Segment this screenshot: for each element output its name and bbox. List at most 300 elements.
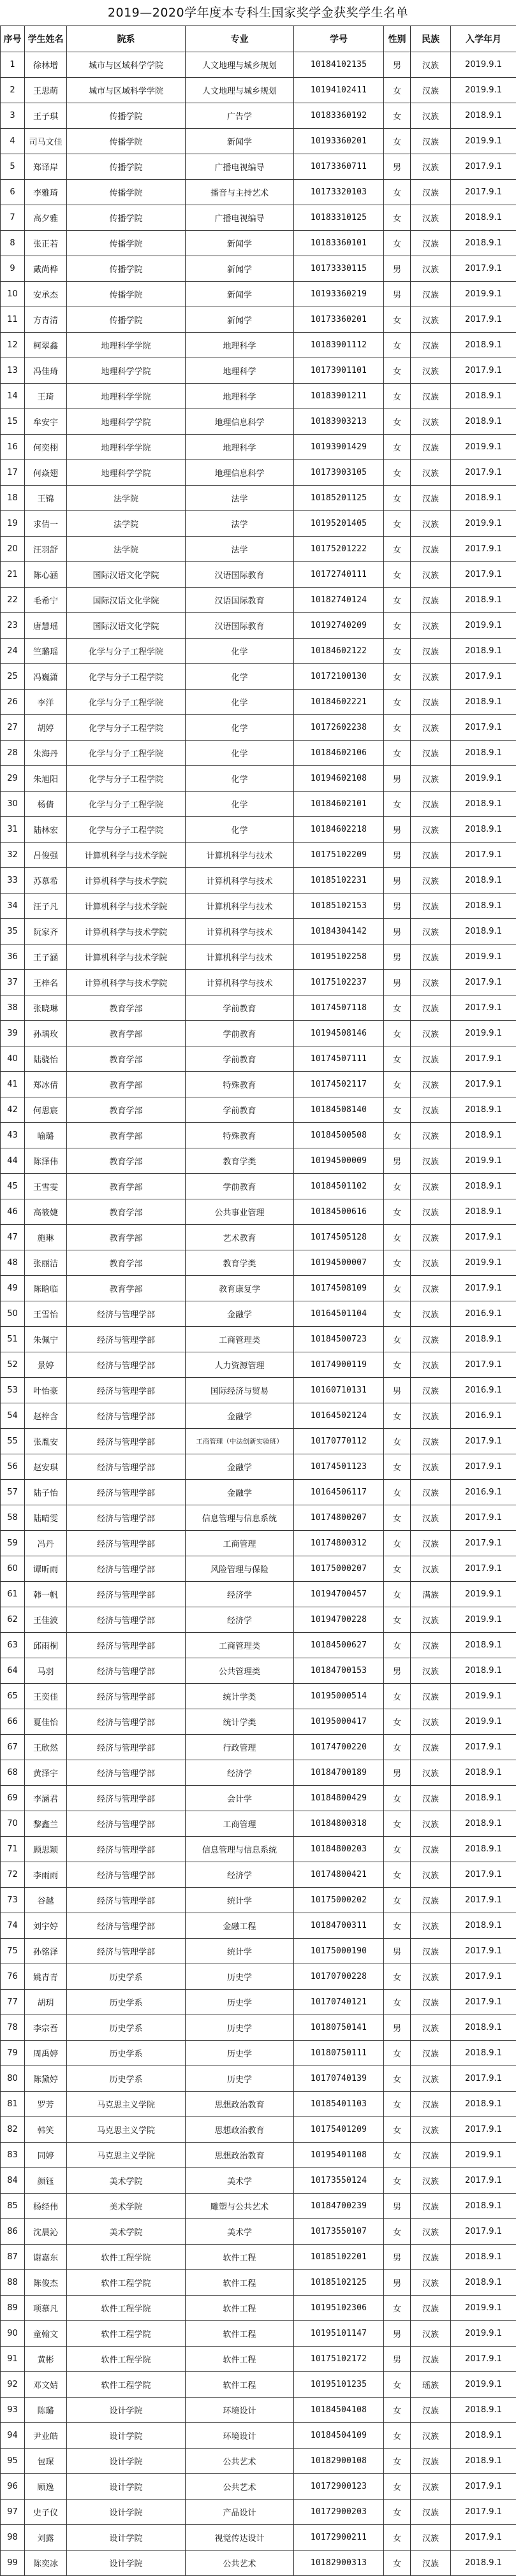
cell-major: 播音与主持艺术 xyxy=(186,180,294,205)
cell-gender: 男 xyxy=(384,2321,411,2347)
cell-enrollment: 2019.9.1 xyxy=(451,78,516,103)
cell-index: 8 xyxy=(1,231,25,256)
cell-department: 化学与分子工程学院 xyxy=(67,664,186,690)
cell-name: 冯巍潇 xyxy=(25,664,67,690)
cell-index: 51 xyxy=(1,1327,25,1352)
cell-index: 72 xyxy=(1,1862,25,1888)
cell-name: 黄泽宇 xyxy=(25,1760,67,1786)
cell-student-id: 10175000207 xyxy=(294,1556,384,1582)
cell-student-id: 10164502124 xyxy=(294,1403,384,1429)
cell-index: 37 xyxy=(1,970,25,995)
cell-enrollment: 2017.9.1 xyxy=(451,2117,516,2143)
table-row xyxy=(1,435,516,460)
cell-index: 29 xyxy=(1,766,25,792)
table-row xyxy=(1,817,516,843)
cell-ethnicity: 汉族 xyxy=(411,664,451,690)
cell-gender: 女 xyxy=(384,1199,411,1225)
cell-student-id: 10170700228 xyxy=(294,1964,384,1990)
cell-name: 邓文婧 xyxy=(25,2372,67,2398)
cell-index: 10 xyxy=(1,282,25,307)
cell-index: 69 xyxy=(1,1786,25,1811)
cell-major: 工商管理（中法创新实验班） xyxy=(186,1429,294,1454)
cell-name: 唐慧瑶 xyxy=(25,613,67,639)
cell-index: 97 xyxy=(1,2500,25,2525)
cell-name: 陆子怡 xyxy=(25,1480,67,1505)
cell-student-id: 10193901429 xyxy=(294,435,384,460)
cell-index: 73 xyxy=(1,1888,25,1913)
cell-name: 姚青青 xyxy=(25,1964,67,1990)
cell-enrollment: 2018.9.1 xyxy=(451,333,516,358)
cell-major: 公共事业管理 xyxy=(186,1199,294,1225)
cell-name: 戴尚桦 xyxy=(25,256,67,282)
cell-student-id: 10194500007 xyxy=(294,1250,384,1276)
cell-name: 王佳波 xyxy=(25,1607,67,1633)
cell-department: 经济与管理学部 xyxy=(67,1888,186,1913)
cell-gender: 男 xyxy=(384,1658,411,1684)
cell-student-id: 10183360192 xyxy=(294,103,384,129)
cell-enrollment: 2016.9.1 xyxy=(451,1301,516,1327)
cell-enrollment: 2018.9.1 xyxy=(451,1786,516,1811)
cell-ethnicity: 汉族 xyxy=(411,205,451,231)
cell-major: 公共艺术 xyxy=(186,2551,294,2576)
table-row xyxy=(1,1862,516,1888)
cell-index: 62 xyxy=(1,1607,25,1633)
cell-department: 教育学部 xyxy=(67,1021,186,1046)
cell-major: 计算机科学与技术 xyxy=(186,894,294,919)
cell-enrollment: 2019.9.1 xyxy=(451,511,516,537)
table-row xyxy=(1,154,516,180)
cell-name: 吕俊强 xyxy=(25,843,67,868)
cell-name: 同婷 xyxy=(25,2143,67,2168)
cell-ethnicity: 汉族 xyxy=(411,639,451,664)
cell-index: 3 xyxy=(1,103,25,129)
cell-department: 化学与分子工程学院 xyxy=(67,792,186,817)
cell-gender: 女 xyxy=(384,715,411,741)
cell-ethnicity: 汉族 xyxy=(411,1097,451,1123)
cell-department: 历史学系 xyxy=(67,2015,186,2041)
table-row xyxy=(1,2500,516,2525)
cell-ethnicity: 汉族 xyxy=(411,129,451,154)
cell-student-id: 10173360711 xyxy=(294,154,384,180)
cell-gender: 女 xyxy=(384,2168,411,2194)
cell-major: 地理科学 xyxy=(186,384,294,409)
cell-enrollment: 2017.9.1 xyxy=(451,1225,516,1250)
cell-student-id: 10194700457 xyxy=(294,1582,384,1607)
cell-student-id: 10184602106 xyxy=(294,741,384,766)
cell-gender: 女 xyxy=(384,1505,411,1531)
cell-name: 杨倩 xyxy=(25,792,67,817)
cell-ethnicity: 汉族 xyxy=(411,2296,451,2321)
cell-name: 李洋 xyxy=(25,690,67,715)
cell-gender: 女 xyxy=(384,2551,411,2576)
table-row xyxy=(1,1480,516,1505)
cell-department: 传播学院 xyxy=(67,180,186,205)
cell-gender: 女 xyxy=(384,1811,411,1837)
cell-department: 经济与管理学部 xyxy=(67,1837,186,1862)
cell-ethnicity: 汉族 xyxy=(411,2474,451,2500)
cell-index: 70 xyxy=(1,1811,25,1837)
cell-gender: 女 xyxy=(384,1429,411,1454)
cell-department: 美术学院 xyxy=(67,2168,186,2194)
cell-major: 软件工程 xyxy=(186,2372,294,2398)
cell-ethnicity: 汉族 xyxy=(411,2449,451,2474)
cell-student-id: 10174508109 xyxy=(294,1276,384,1301)
cell-student-id: 10194102411 xyxy=(294,78,384,103)
cell-gender: 女 xyxy=(384,562,411,588)
table-row xyxy=(1,1811,516,1837)
cell-major: 工商管理类 xyxy=(186,1633,294,1658)
cell-gender: 男 xyxy=(384,2347,411,2372)
cell-index: 88 xyxy=(1,2270,25,2296)
cell-enrollment: 2018.9.1 xyxy=(451,894,516,919)
cell-major: 行政管理 xyxy=(186,1735,294,1760)
cell-name: 谷越 xyxy=(25,1888,67,1913)
table-row xyxy=(1,1837,516,1862)
cell-index: 39 xyxy=(1,1021,25,1046)
cell-student-id: 10195102258 xyxy=(294,944,384,970)
cell-major: 教育学类 xyxy=(186,1148,294,1174)
cell-department: 经济与管理学部 xyxy=(67,1301,186,1327)
cell-name: 沈晨沁 xyxy=(25,2219,67,2245)
cell-ethnicity: 汉族 xyxy=(411,1505,451,1531)
cell-ethnicity: 汉族 xyxy=(411,1786,451,1811)
cell-enrollment: 2019.9.1 xyxy=(451,766,516,792)
table-row xyxy=(1,995,516,1021)
cell-enrollment: 2017.9.1 xyxy=(451,843,516,868)
cell-department: 教育学部 xyxy=(67,1148,186,1174)
cell-index: 96 xyxy=(1,2474,25,2500)
table-header-row xyxy=(1,26,516,52)
table-row xyxy=(1,2474,516,2500)
cell-index: 90 xyxy=(1,2321,25,2347)
cell-enrollment: 2017.9.1 xyxy=(451,562,516,588)
cell-index: 83 xyxy=(1,2143,25,2168)
cell-index: 30 xyxy=(1,792,25,817)
cell-student-id: 10172100130 xyxy=(294,664,384,690)
table-row xyxy=(1,333,516,358)
cell-ethnicity: 汉族 xyxy=(411,792,451,817)
cell-name: 何奕栩 xyxy=(25,435,67,460)
cell-department: 地理科学学院 xyxy=(67,460,186,486)
cell-gender: 女 xyxy=(384,792,411,817)
table-row xyxy=(1,792,516,817)
cell-student-id: 10192740209 xyxy=(294,613,384,639)
cell-ethnicity: 汉族 xyxy=(411,52,451,78)
table-row xyxy=(1,588,516,613)
cell-name: 郑冰倩 xyxy=(25,1072,67,1097)
cell-department: 经济与管理学部 xyxy=(67,1454,186,1480)
cell-gender: 男 xyxy=(384,944,411,970)
table-row xyxy=(1,1964,516,1990)
cell-name: 尹业皓 xyxy=(25,2423,67,2449)
cell-gender: 女 xyxy=(384,2143,411,2168)
cell-ethnicity: 汉族 xyxy=(411,333,451,358)
cell-student-id: 10174800312 xyxy=(294,1531,384,1556)
cell-name: 颜钰 xyxy=(25,2168,67,2194)
cell-enrollment: 2017.9.1 xyxy=(451,1531,516,1556)
cell-department: 经济与管理学部 xyxy=(67,1633,186,1658)
col-header-gender: 性别 xyxy=(384,26,411,52)
table-row xyxy=(1,1658,516,1684)
cell-student-id: 10184304142 xyxy=(294,919,384,944)
cell-name: 毛希宁 xyxy=(25,588,67,613)
cell-index: 21 xyxy=(1,562,25,588)
cell-student-id: 10182740124 xyxy=(294,588,384,613)
table-row xyxy=(1,1250,516,1276)
cell-enrollment: 2018.9.1 xyxy=(451,2398,516,2423)
cell-enrollment: 2018.9.1 xyxy=(451,919,516,944)
cell-department: 经济与管理学部 xyxy=(67,1913,186,1939)
table-row xyxy=(1,460,516,486)
cell-name: 朱旭阳 xyxy=(25,766,67,792)
cell-department: 教育学部 xyxy=(67,1046,186,1072)
cell-student-id: 10184504108 xyxy=(294,2398,384,2423)
cell-name: 王子琪 xyxy=(25,103,67,129)
cell-enrollment: 2017.9.1 xyxy=(451,1964,516,1990)
cell-department: 地理科学学院 xyxy=(67,358,186,384)
cell-major: 软件工程 xyxy=(186,2296,294,2321)
cell-index: 86 xyxy=(1,2219,25,2245)
cell-ethnicity: 汉族 xyxy=(411,231,451,256)
cell-department: 经济与管理学部 xyxy=(67,1378,186,1403)
cell-enrollment: 2017.9.1 xyxy=(451,1556,516,1582)
cell-index: 94 xyxy=(1,2423,25,2449)
cell-department: 历史学系 xyxy=(67,2066,186,2092)
cell-gender: 女 xyxy=(384,2041,411,2066)
table-row xyxy=(1,1582,516,1607)
cell-student-id: 10174900119 xyxy=(294,1352,384,1378)
cell-major: 统计学 xyxy=(186,1939,294,1964)
cell-student-id: 10183360101 xyxy=(294,231,384,256)
table-row xyxy=(1,1097,516,1123)
cell-department: 化学与分子工程学院 xyxy=(67,690,186,715)
cell-gender: 女 xyxy=(384,358,411,384)
table-row xyxy=(1,231,516,256)
cell-gender: 男 xyxy=(384,282,411,307)
cell-index: 28 xyxy=(1,741,25,766)
cell-gender: 女 xyxy=(384,384,411,409)
cell-enrollment: 2017.9.1 xyxy=(451,2525,516,2551)
table-row xyxy=(1,613,516,639)
table-row xyxy=(1,1760,516,1786)
cell-ethnicity: 汉族 xyxy=(411,690,451,715)
cell-gender: 男 xyxy=(384,2015,411,2041)
table-row xyxy=(1,1352,516,1378)
cell-student-id: 10185201125 xyxy=(294,486,384,511)
table-row xyxy=(1,1123,516,1148)
cell-major: 化学 xyxy=(186,792,294,817)
cell-student-id: 10184602221 xyxy=(294,690,384,715)
cell-enrollment: 2018.9.1 xyxy=(451,1913,516,1939)
table-row xyxy=(1,537,516,562)
cell-enrollment: 2018.9.1 xyxy=(451,741,516,766)
table-row xyxy=(1,1709,516,1735)
cell-major: 视觉传达设计 xyxy=(186,2525,294,2551)
cell-major: 金融学 xyxy=(186,1454,294,1480)
cell-major: 经济学 xyxy=(186,1607,294,1633)
cell-department: 经济与管理学部 xyxy=(67,1811,186,1837)
cell-department: 软件工程学院 xyxy=(67,2245,186,2270)
cell-ethnicity: 汉族 xyxy=(411,1709,451,1735)
cell-name: 张晓琳 xyxy=(25,995,67,1021)
table-row xyxy=(1,715,516,741)
cell-student-id: 10175102172 xyxy=(294,2347,384,2372)
cell-enrollment: 2017.9.1 xyxy=(451,1505,516,1531)
col-header-major: 专业 xyxy=(186,26,294,52)
table-row xyxy=(1,562,516,588)
cell-department: 美术学院 xyxy=(67,2219,186,2245)
cell-gender: 女 xyxy=(384,1403,411,1429)
cell-ethnicity: 汉族 xyxy=(411,2219,451,2245)
cell-enrollment: 2018.9.1 xyxy=(451,817,516,843)
cell-index: 71 xyxy=(1,1837,25,1862)
cell-index: 66 xyxy=(1,1709,25,1735)
cell-name: 黎鑫兰 xyxy=(25,1811,67,1837)
cell-enrollment: 2018.9.1 xyxy=(451,231,516,256)
cell-ethnicity: 汉族 xyxy=(411,1837,451,1862)
cell-index: 42 xyxy=(1,1097,25,1123)
cell-major: 风险管理与保险 xyxy=(186,1556,294,1582)
cell-index: 4 xyxy=(1,129,25,154)
col-header-student-id: 学号 xyxy=(294,26,384,52)
cell-index: 26 xyxy=(1,690,25,715)
cell-enrollment: 2018.9.1 xyxy=(451,588,516,613)
cell-enrollment: 2018.9.1 xyxy=(451,2041,516,2066)
cell-gender: 女 xyxy=(384,205,411,231)
cell-name: 项慕凡 xyxy=(25,2296,67,2321)
cell-department: 经济与管理学部 xyxy=(67,1556,186,1582)
cell-gender: 女 xyxy=(384,2219,411,2245)
cell-index: 53 xyxy=(1,1378,25,1403)
table-row xyxy=(1,1633,516,1658)
cell-student-id: 10182900313 xyxy=(294,2551,384,2576)
table-row xyxy=(1,639,516,664)
cell-gender: 女 xyxy=(384,2092,411,2117)
table-row xyxy=(1,766,516,792)
cell-name: 冯佳琦 xyxy=(25,358,67,384)
cell-name: 汪羽舒 xyxy=(25,537,67,562)
table-row xyxy=(1,1021,516,1046)
cell-major: 新闻学 xyxy=(186,231,294,256)
cell-enrollment: 2018.9.1 xyxy=(451,868,516,894)
cell-ethnicity: 汉族 xyxy=(411,435,451,460)
cell-student-id: 10170740139 xyxy=(294,2066,384,2092)
cell-student-id: 10184508140 xyxy=(294,1097,384,1123)
cell-ethnicity: 汉族 xyxy=(411,1990,451,2015)
cell-enrollment: 2017.9.1 xyxy=(451,1454,516,1480)
cell-gender: 女 xyxy=(384,1684,411,1709)
cell-index: 45 xyxy=(1,1174,25,1199)
cell-name: 王欣然 xyxy=(25,1735,67,1760)
cell-gender: 女 xyxy=(384,129,411,154)
cell-major: 化学 xyxy=(186,817,294,843)
table-row xyxy=(1,2270,516,2296)
table-row xyxy=(1,1786,516,1811)
cell-ethnicity: 汉族 xyxy=(411,2015,451,2041)
cell-index: 35 xyxy=(1,919,25,944)
cell-enrollment: 2017.9.1 xyxy=(451,2066,516,2092)
cell-student-id: 10194700228 xyxy=(294,1607,384,1633)
cell-enrollment: 2017.9.1 xyxy=(451,307,516,333)
table-row xyxy=(1,919,516,944)
cell-major: 新闻学 xyxy=(186,129,294,154)
cell-major: 公共艺术 xyxy=(186,2449,294,2474)
cell-ethnicity: 汉族 xyxy=(411,1225,451,1250)
cell-student-id: 10173903105 xyxy=(294,460,384,486)
cell-enrollment: 2017.9.1 xyxy=(451,715,516,741)
cell-ethnicity: 汉族 xyxy=(411,1862,451,1888)
cell-student-id: 10174800421 xyxy=(294,1862,384,1888)
cell-ethnicity: 满族 xyxy=(411,1582,451,1607)
cell-ethnicity: 汉族 xyxy=(411,1760,451,1786)
cell-gender: 女 xyxy=(384,435,411,460)
table-row xyxy=(1,78,516,103)
cell-major: 化学 xyxy=(186,639,294,664)
cell-department: 历史学系 xyxy=(67,2041,186,2066)
table-row xyxy=(1,1684,516,1709)
cell-gender: 男 xyxy=(384,894,411,919)
cell-gender: 女 xyxy=(384,1454,411,1480)
cell-major: 汉语国际教育 xyxy=(186,613,294,639)
table-row xyxy=(1,2143,516,2168)
cell-ethnicity: 汉族 xyxy=(411,1556,451,1582)
cell-department: 地理科学学院 xyxy=(67,333,186,358)
cell-enrollment: 2019.9.1 xyxy=(451,1148,516,1174)
cell-name: 求倩一 xyxy=(25,511,67,537)
cell-enrollment: 2017.9.1 xyxy=(451,1888,516,1913)
cell-enrollment: 2018.9.1 xyxy=(451,639,516,664)
cell-department: 经济与管理学部 xyxy=(67,1352,186,1378)
cell-gender: 男 xyxy=(384,2270,411,2296)
cell-enrollment: 2017.9.1 xyxy=(451,154,516,180)
cell-department: 设计学院 xyxy=(67,2474,186,2500)
cell-enrollment: 2018.9.1 xyxy=(451,1199,516,1225)
cell-department: 化学与分子工程学院 xyxy=(67,741,186,766)
table-row xyxy=(1,180,516,205)
cell-ethnicity: 汉族 xyxy=(411,2551,451,2576)
cell-name: 景婷 xyxy=(25,1352,67,1378)
cell-index: 82 xyxy=(1,2117,25,2143)
cell-gender: 女 xyxy=(384,2372,411,2398)
cell-index: 81 xyxy=(1,2092,25,2117)
cell-student-id: 10175102209 xyxy=(294,843,384,868)
cell-department: 设计学院 xyxy=(67,2525,186,2551)
cell-major: 雕塑与公共艺术 xyxy=(186,2194,294,2219)
cell-enrollment: 2019.9.1 xyxy=(451,1684,516,1709)
cell-ethnicity: 汉族 xyxy=(411,2270,451,2296)
cell-ethnicity: 汉族 xyxy=(411,2347,451,2372)
cell-department: 计算机科学与技术学院 xyxy=(67,894,186,919)
cell-name: 高筱婕 xyxy=(25,1199,67,1225)
cell-index: 99 xyxy=(1,2551,25,2576)
cell-gender: 女 xyxy=(384,1250,411,1276)
cell-index: 77 xyxy=(1,1990,25,2015)
cell-major: 广播电视编导 xyxy=(186,154,294,180)
cell-department: 教育学部 xyxy=(67,1174,186,1199)
cell-student-id: 10174502117 xyxy=(294,1072,384,1097)
cell-name: 王琦 xyxy=(25,384,67,409)
cell-name: 陈泽伟 xyxy=(25,1148,67,1174)
cell-gender: 女 xyxy=(384,664,411,690)
cell-index: 75 xyxy=(1,1939,25,1964)
cell-enrollment: 2017.9.1 xyxy=(451,2219,516,2245)
table-row xyxy=(1,1939,516,1964)
cell-department: 国际汉语文化学院 xyxy=(67,562,186,588)
cell-index: 36 xyxy=(1,944,25,970)
cell-ethnicity: 汉族 xyxy=(411,103,451,129)
table-row xyxy=(1,1990,516,2015)
cell-index: 54 xyxy=(1,1403,25,1429)
